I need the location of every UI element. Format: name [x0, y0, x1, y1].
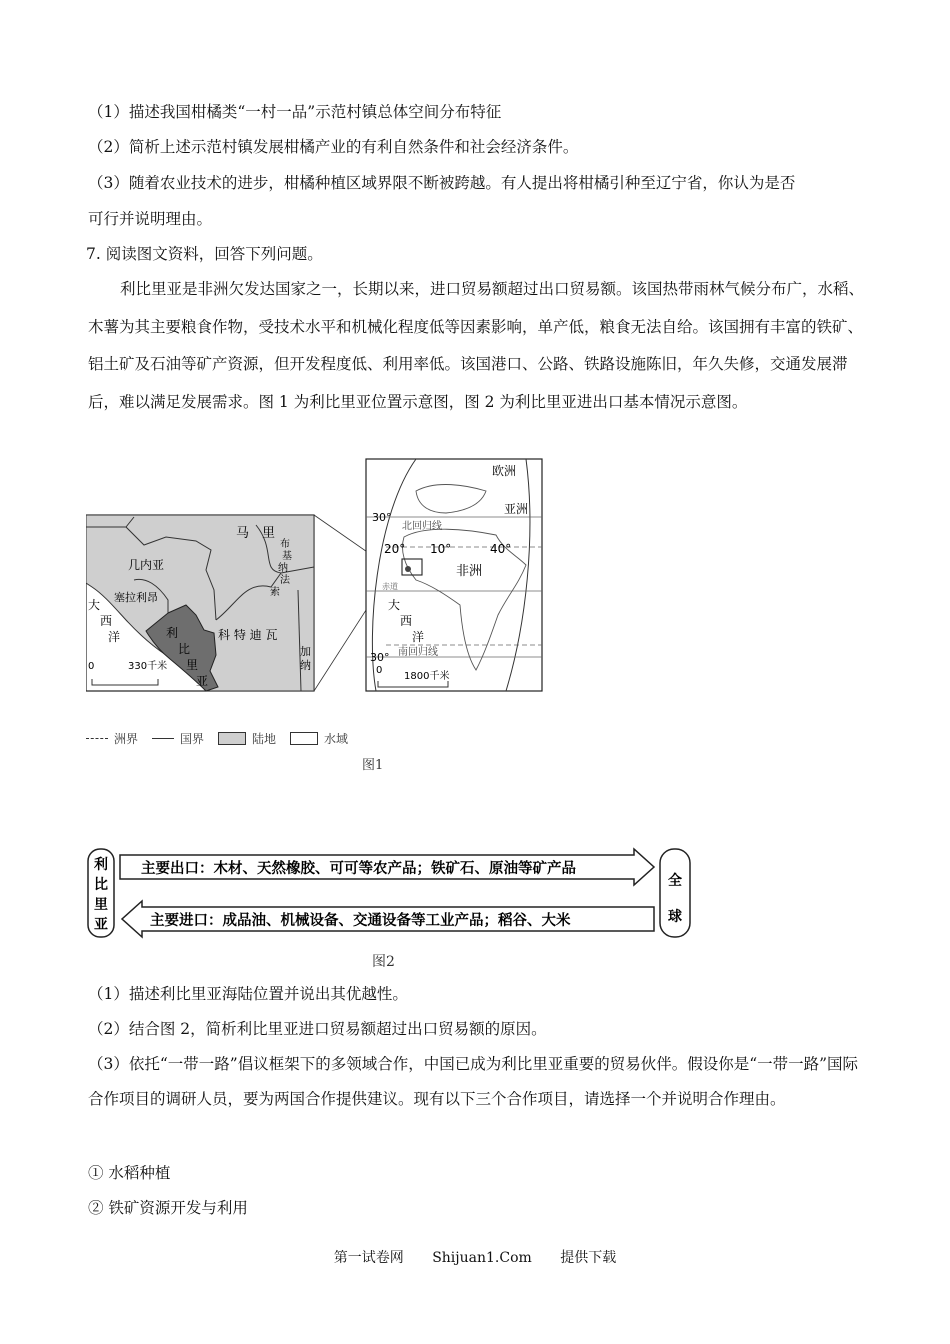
label-ghana-1: 加: [300, 645, 311, 658]
footer-site: 第一试卷网: [333, 1250, 404, 1266]
scale-zero-2: 0: [376, 665, 383, 676]
question-7-title: 7. 阅读图文资料，回答下列问题。: [86, 245, 323, 263]
label-liberia-3: 里: [186, 658, 199, 672]
map-legend: [86, 730, 348, 747]
label-europe: 欧洲: [492, 464, 517, 478]
import-text: 主要进口：成品油、机械设备、交通设备等工业产品；稻谷、大米: [150, 913, 571, 929]
label-liberia-2: 比: [178, 642, 191, 656]
regional-map: [86, 515, 314, 691]
right-label-2: 球: [668, 909, 682, 925]
legend-country-border: 国界: [180, 732, 205, 746]
sub-question-1: （1）描述利比里亚海陆位置并说出其优越性。: [88, 985, 408, 1003]
figure-2-caption: 图2: [372, 954, 395, 970]
label-liberia-4: 亚: [196, 674, 209, 688]
figure-2-trade-diagram: [86, 845, 696, 945]
scale-label-2: 1800千米: [404, 671, 450, 682]
label-burkina-1: 布: [280, 539, 290, 550]
country-border-symbol: [152, 738, 174, 739]
page-footer: [0, 1247, 950, 1267]
label-equator: 赤道: [382, 582, 398, 591]
scale-zero: 0: [88, 661, 95, 672]
label-africa: 非洲: [456, 564, 483, 579]
water-swatch: [290, 732, 318, 745]
label-lon-20: 20°: [384, 542, 406, 556]
label-sierra-leone: 塞拉利昂: [114, 591, 158, 604]
question-6-part3: （3）随着农业技术的进步，柑橘种植区域界限不断被跨越。有人提出将柑橘引种至辽宁省，你认为是否: [88, 174, 796, 192]
question-6-part3-continued: 可行并说明理由。: [88, 210, 213, 228]
sub-question-3: （3）依托“一带一路”倡议框架下的多领域合作，中国已成为利比里亚重要的贸易伙伴。假设你是“一带一路”国际合作项目的调研人员，要为两国合作提供建议。现有以下三个合作项目，请选择一个并说明合作理由。: [88, 1055, 859, 1108]
label-asia: 亚洲: [504, 502, 529, 516]
figure-1-maps: [86, 455, 546, 695]
option-2: ② 铁矿资源开发与利用: [88, 1199, 248, 1217]
footer-note: 提供下载: [560, 1250, 617, 1266]
label-lat-30n: 30°: [372, 511, 392, 524]
option-1: ① 水稻种植: [88, 1164, 171, 1182]
left-label-4: 亚: [94, 917, 108, 933]
label-guinea: 几内亚: [128, 558, 165, 572]
label-tropic-capricorn: 南回归线: [398, 647, 438, 658]
question-6-part2: （2）简析上述示范村镇发展柑橘产业的有利自然条件和社会经济条件。: [88, 138, 579, 156]
label-atlantic: 大: [88, 598, 101, 612]
label-lon-10: 10°: [430, 542, 452, 556]
legend-water: 水域: [324, 732, 349, 746]
left-label-1: 利: [94, 857, 108, 873]
label-atlantic-r3: 洋: [412, 630, 425, 644]
africa-location-map: [366, 459, 542, 691]
sub-question-2: （2）结合图 2，简析利比里亚进口贸易额超过出口贸易额的原因。: [88, 1020, 547, 1038]
label-burkina-5: 索: [270, 587, 280, 598]
passage-text: 利比里亚是非洲欠发达国家之一，长期以来，进口贸易额超过出口贸易额。该国热带雨林气候分布广，水稻、木薯为其主要粮食作物，受技术水平和机械化程度低等因素影响，单产低，粮食无法自给。该国拥有丰富的铁矿、铝土矿及石油等矿产资源，但开发程度低、利用率低。该国港口、公路、铁路设施陈旧，年久失修，交通发展滞后，难以满足发展需求。图 1 为利比里亚位置示意图，图 2 为利比里亚进出口基本情况示意图。: [88, 280, 865, 411]
left-label-2: 比: [94, 877, 108, 893]
label-lon-40: 40°: [490, 542, 512, 556]
label-atlantic-3: 洋: [108, 630, 121, 644]
label-liberia-1: 利: [166, 626, 179, 640]
label-atlantic-r1: 大: [388, 598, 401, 612]
label-atlantic-r2: 西: [400, 614, 413, 628]
label-burkina-4: 法: [280, 575, 290, 586]
scale-label: 330千米: [128, 661, 168, 672]
legend-land: 陆地: [252, 732, 277, 746]
question-6-part1: （1）描述我国柑橘类“一村一品”示范村镇总体空间分布特征: [88, 103, 502, 121]
label-burkina-3: 纳: [278, 563, 288, 574]
continent-border-symbol: [86, 738, 108, 739]
right-label-1: 全: [668, 873, 682, 889]
label-mali: 马 里: [236, 526, 276, 541]
label-lat-30s: 30°: [370, 651, 390, 664]
figure-1-caption: 图1: [362, 758, 384, 773]
footer-domain[interactable]: Shijuan1.Com: [432, 1250, 532, 1266]
label-burkina-2: 基: [282, 551, 292, 562]
export-text: 主要出口：木材、天然橡胶、可可等农产品；铁矿石、原油等矿产品: [141, 861, 576, 877]
label-ghana-2: 纳: [300, 659, 311, 672]
land-swatch: [218, 732, 246, 745]
legend-continent-border: 洲界: [114, 732, 139, 746]
label-cote-divoire: 科 特 迪 瓦: [218, 628, 278, 642]
label-tropic-cancer: 北回归线: [402, 521, 442, 532]
left-label-3: 里: [94, 897, 108, 913]
label-atlantic-2: 西: [100, 614, 113, 628]
question-7-passage: [88, 271, 868, 421]
